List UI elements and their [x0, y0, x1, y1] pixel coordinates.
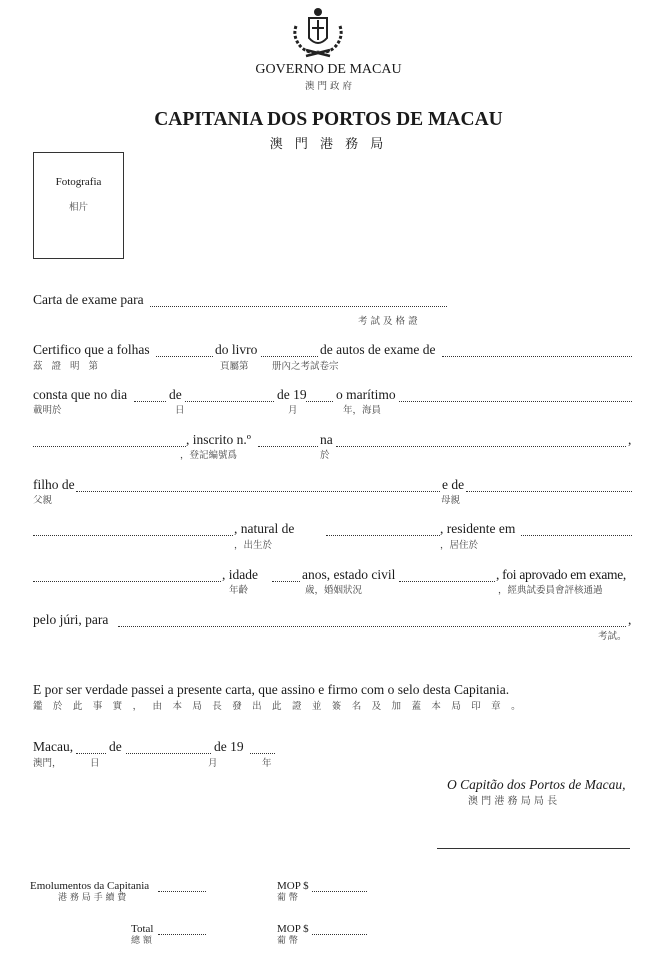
zh-total: 總 額 — [131, 936, 152, 946]
label-na: na — [320, 432, 333, 447]
label-e-de: e de — [442, 477, 465, 492]
label-do-livro: do livro — [215, 342, 258, 357]
field-folhas[interactable] — [156, 346, 213, 357]
field-idade[interactable] — [272, 571, 300, 582]
closing-statement-zh: 鑑 於 此 事 實 ， 由 本 局 長 發 出 此 證 並 簽 名 及 加 蓋 本 局 印 章 。 — [33, 701, 525, 712]
zh-macau: 澳門， — [33, 758, 62, 769]
zh-residente: ，居住於 — [440, 540, 479, 551]
field-emolumentos[interactable] — [158, 881, 206, 892]
field-estado-civil[interactable] — [399, 571, 495, 582]
field-para[interactable] — [118, 616, 626, 627]
field-livro[interactable] — [261, 346, 318, 357]
label-estado-civil: anos, estado civil — [302, 567, 396, 582]
label-carta-zh: 考 試 及 格 證 — [358, 316, 418, 327]
signatory-title: O Capitão dos Portos de Macau, — [447, 777, 626, 792]
comma: , — [628, 432, 632, 447]
label-mop-1: MOP $ — [277, 880, 309, 892]
zh-idade: 年齡 — [229, 585, 249, 596]
photo-label: Fotografia — [55, 176, 102, 188]
label-idade: , idade — [222, 567, 258, 582]
label-maritimo: o marítimo — [336, 387, 396, 402]
field-autos[interactable] — [442, 346, 632, 357]
label-de-19: de 19 — [277, 387, 307, 402]
label-total: Total — [131, 923, 154, 935]
zh-certifico: 茲 證 明 第 — [33, 361, 102, 372]
label-natural-de: , natural de — [234, 521, 295, 536]
zh-para: 考試。 — [598, 631, 627, 642]
comma: , — [628, 612, 632, 627]
coat-of-arms-emblem — [288, 6, 348, 62]
closing-statement: E por ser verdade passei a presente carta, que assino e firmo com o selo desta Capitania. — [33, 682, 510, 697]
label-consta: consta que no dia — [33, 387, 128, 402]
label-de-mes: de — [169, 387, 182, 402]
zh-consta: 載明於 — [33, 405, 62, 416]
photo-box — [33, 152, 124, 259]
zh-date-month: 月 — [208, 758, 218, 769]
office-title-zh: 澳 門 港 務 局 — [269, 137, 388, 152]
field-dia[interactable] — [134, 391, 166, 402]
label-carta-de-exame: Carta de exame para — [33, 292, 144, 307]
zh-emolumentos: 港 務 局 手 續 費 — [58, 893, 127, 903]
label-macau: Macau, — [33, 739, 74, 754]
zh-mop-2: 葡 幣 — [277, 936, 298, 946]
zh-natural: ，出生於 — [234, 540, 273, 551]
field-date-month[interactable] — [126, 743, 211, 754]
government-name-zh: 澳 門 政 府 — [304, 81, 353, 92]
label-autos: de autos de exame de — [320, 342, 436, 357]
label-residente: , residente em — [440, 521, 516, 536]
zh-maritimo: 年，海員 — [343, 405, 382, 416]
photo-label-zh: 相片 — [68, 202, 88, 213]
zh-date-year: 年 — [262, 758, 272, 769]
label-date-de-19: de 19 — [214, 739, 244, 754]
label-date-de: de — [109, 739, 122, 754]
field-mae-cont[interactable] — [33, 525, 233, 536]
field-mop-1[interactable] — [312, 881, 367, 892]
label-emolumentos: Emolumentos da Capitania — [30, 880, 150, 892]
label-certifico: Certifico que a folhas — [33, 342, 150, 357]
field-natural[interactable] — [326, 525, 440, 536]
zh-na: 於 — [320, 450, 330, 461]
label-pelo-juri: pelo júri, para — [33, 612, 109, 627]
field-residente[interactable] — [521, 525, 632, 536]
field-name[interactable] — [33, 436, 186, 447]
zh-mop-1: 葡 幣 — [277, 893, 298, 903]
signature-line[interactable] — [437, 848, 630, 849]
field-exam-type[interactable] — [150, 296, 447, 307]
zh-do-livro: 頁屬第 — [220, 361, 249, 372]
zh-autos: 册內之考試卷宗 — [272, 361, 339, 372]
zh-date-day: 日 — [90, 758, 100, 769]
field-na[interactable] — [336, 436, 626, 447]
field-mop-2[interactable] — [312, 924, 367, 935]
field-total[interactable] — [158, 924, 206, 935]
field-mae[interactable] — [466, 481, 632, 492]
field-pai[interactable] — [76, 481, 440, 492]
label-mop-2: MOP $ — [277, 923, 309, 935]
field-ano[interactable] — [306, 391, 333, 402]
field-residente-cont[interactable] — [33, 571, 221, 582]
field-mes[interactable] — [185, 391, 274, 402]
label-inscrito: , inscrito n.º — [186, 432, 251, 447]
field-date-year[interactable] — [250, 743, 275, 754]
zh-pai: 父親 — [33, 495, 53, 506]
zh-mes: 月 — [288, 405, 298, 416]
zh-aprovado: ，經典試委員會評核通過 — [498, 585, 603, 596]
signatory-title-zh: 澳 門 港 務 局 局 長 — [468, 796, 558, 807]
zh-mae: 母親 — [441, 495, 461, 506]
office-title: CAPITANIA DOS PORTOS DE MACAU — [154, 109, 503, 130]
zh-inscrito: ，登記編號爲 — [180, 450, 238, 461]
field-inscrito[interactable] — [258, 436, 318, 447]
government-name: GOVERNO DE MACAU — [255, 62, 402, 77]
zh-estado-civil: 歲，婚姻狀況 — [305, 585, 363, 596]
label-aprovado: , foi aprovado em exame, — [496, 567, 626, 582]
label-filho-de: filho de — [33, 477, 75, 492]
field-date-day[interactable] — [76, 743, 106, 754]
field-maritimo[interactable] — [399, 391, 632, 402]
zh-dia: 日 — [175, 405, 185, 416]
